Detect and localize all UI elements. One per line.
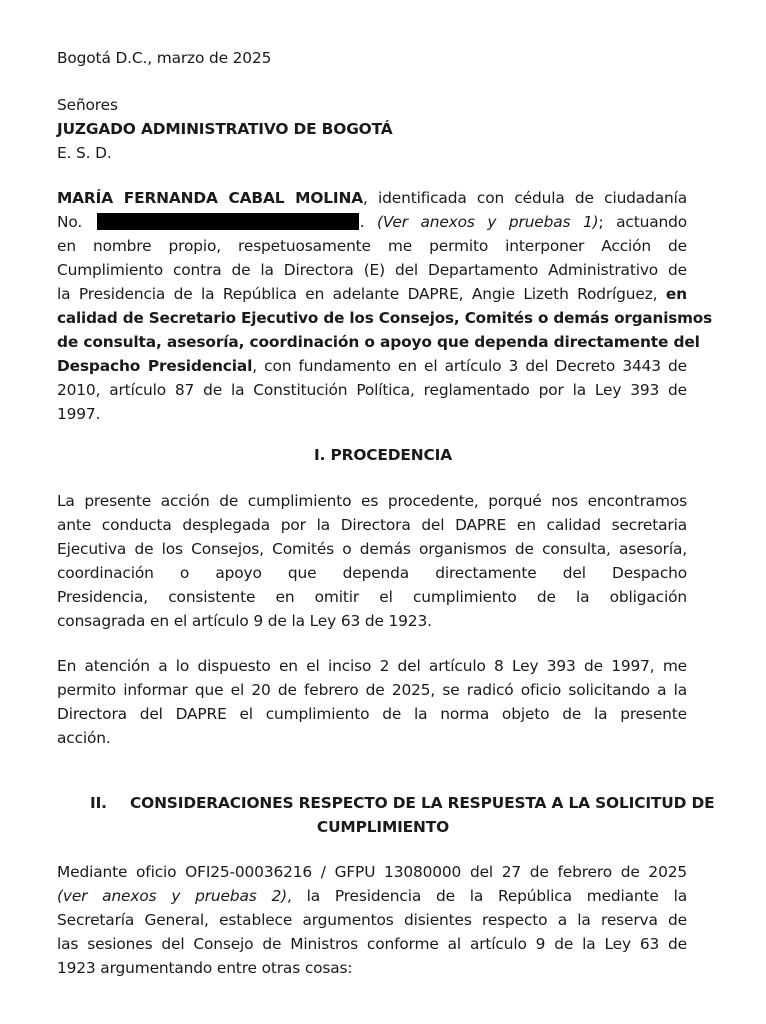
s2-p1-line-4: las sesiones del Consejo de Ministros conforme al artículo 9 de la Ley 63 de [57,935,687,953]
greeting: Señores [57,96,118,114]
s2-text: , la Presidencia de la República mediante la [286,887,687,905]
s2-p1-line-5: 1923 argumentando entre otras cosas: [57,959,353,977]
date-line: Bogotá D.C., marzo de 2025 [57,49,272,67]
s1-p2-line: Directora del DAPRE el cumplimiento de la norma objeto de la presente [57,705,687,723]
esd-line: E. S. D. [57,144,112,162]
intro-bold: Despacho Presidencial [57,357,253,375]
section-2-heading-line-2: CUMPLIMIENTO [316,818,450,836]
intro-line-3: en nombre propio, respetuosamente me permito interponer Acción de [57,237,687,255]
id-prefix: No. [57,213,83,231]
plaintiff-name: MARÍA FERNANDA CABAL MOLINA [57,189,363,207]
intro-text: , identificada con cédula de ciudadanía [363,189,687,207]
s1-p2-line: En atención a lo dispuesto en el inciso 2 del artículo 8 Ley 393 de 1997, me [57,657,687,675]
s2-p1-line-1: Mediante oficio OFI25-00036216 / GFPU 13080000 del 27 de febrero de 2025 [57,863,687,881]
s1-p1-line: ante conducta desplegada por la Directora del DAPRE en calidad secretaria [57,516,687,534]
intro-line-6: calidad de Secretario Ejecutivo de los Consejos, Comités o demás organismos [57,309,712,327]
s1-p1-line: Ejecutiva de los Consejos, Comités o demás organismos de consulta, asesoría, [57,540,687,558]
s1-p1-line: coordinación o apoyo que dependa directamente del Despacho [57,564,687,582]
intro-line-8 [57,356,687,376]
intro-line-7: de consulta, asesoría, coordinación o apoyo que dependa directamente del [57,333,700,351]
intro-line-5 [57,284,687,304]
intro-bold: en [665,285,687,303]
id-dot: . [359,213,365,231]
s1-p1-line: consagrada en el artículo 9 de la Ley 63 de 1923. [57,612,432,630]
section-1-heading: I. PROCEDENCIA [314,446,452,464]
intro-line-1 [57,188,687,208]
intro-text: ; actuando [598,213,687,231]
intro-line-4: Cumplimiento contra de la Directora (E) del Departamento Administrativo de [57,261,687,279]
intro-line-9: 2010, artículo 87 de la Constitución Política, reglamentado por la Ley 393 de [57,381,687,399]
s2-p1-line-2 [57,886,687,906]
annex-ref-2: (ver anexos y pruebas 2) [57,887,287,905]
section-2-heading-line-1: CONSIDERACIONES RESPECTO DE LA RESPUESTA A LA SOLICITUD DE [130,794,715,812]
section-2-number: II. [90,794,107,812]
redaction-bar [97,213,359,230]
intro-text: la Presidencia de la República en adelante DAPRE, Angie Lizeth Rodríguez, [57,285,666,303]
intro-text: , con fundamento en el artículo 3 del Decreto 3443 de [252,357,687,375]
s2-p1-line-3: Secretaría General, establece argumentos disientes respecto a la reserva de [57,911,687,929]
s1-p1-line: Presidencia, consistente en omitir el cumplimiento de la obligación [57,588,687,606]
s1-p1-line: La presente acción de cumplimiento es procedente, porqué nos encontramos [57,492,687,510]
s1-p2-line: acción. [57,729,111,747]
intro-line-2 [57,212,687,232]
intro-line-10: 1997. [57,405,101,423]
annex-ref-1: (Ver anexos y pruebas 1) [377,213,599,231]
court-name: JUZGADO ADMINISTRATIVO DE BOGOTÁ [57,120,393,138]
s1-p2-line: permito informar que el 20 de febrero de 2025, se radicó oficio solicitando a la [57,681,687,699]
